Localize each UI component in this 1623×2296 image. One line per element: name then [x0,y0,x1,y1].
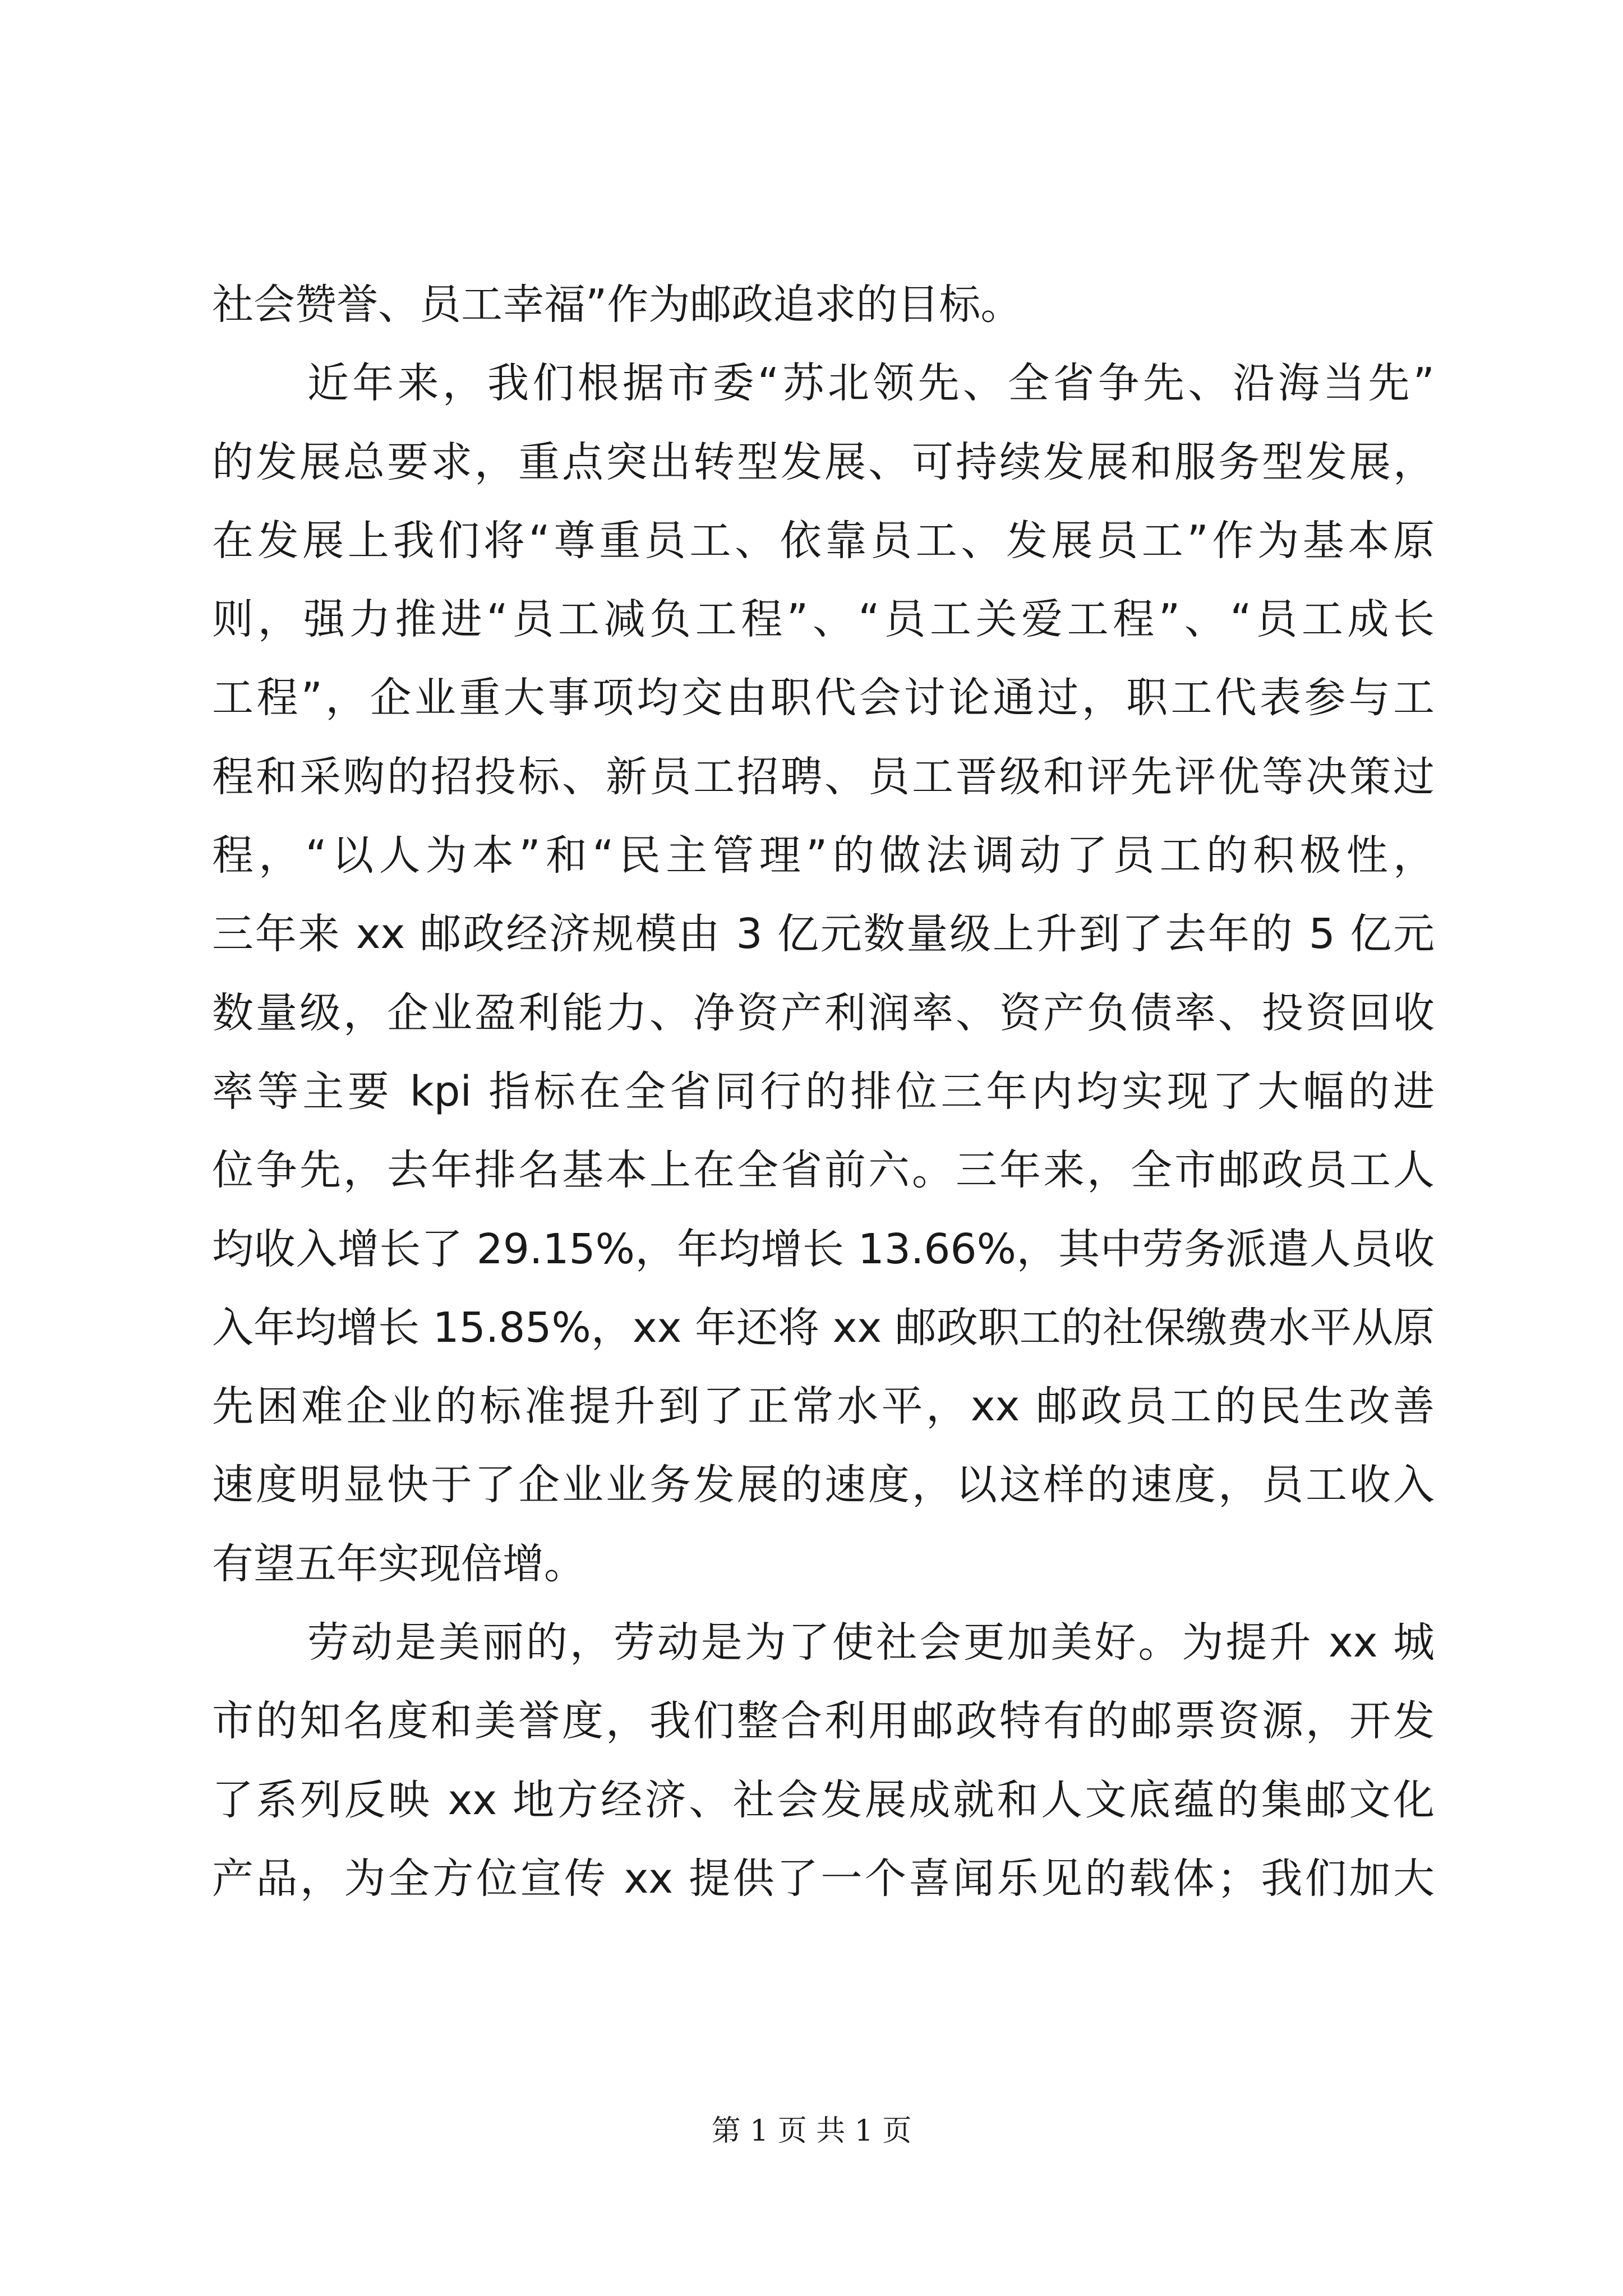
text-line: 在发展上我们将“尊重员工、依靠员工、发展员工”作为基本原 [212,516,1435,565]
text-line: 入年均增长 15.85%，xx 年还将 xx 邮政职工的社保缴费水平从原 [212,1303,1435,1352]
text-line: 位争先，去年排名基本上在全省前六。三年来，全市邮政员工人 [212,1146,1435,1195]
text-line: 了系列反映 xx 地方经济、社会发展成就和人文底蕴的集邮文化 [212,1775,1435,1824]
text-line: 数量级，企业盈利能力、净资产利润率、资产负债率、投资回收 [212,988,1435,1037]
paragraph-first-line: 近年来，我们根据市委“苏北领先、全省争先、沿海当先” [307,359,1435,408]
text-line: 市的知名度和美誉度，我们整合利用邮政特有的邮票资源，开发 [212,1697,1435,1746]
text-line: 则，强力推进“员工减负工程”、“员工关爱工程”、“员工成长 [212,595,1435,644]
paragraph-first-line: 劳动是美丽的，劳动是为了使社会更加美好。为提升 xx 城 [307,1618,1435,1667]
text-line: 程，“以人为本”和“民主管理”的做法调动了员工的积极性， [212,831,1435,880]
page-number-label: 第 1 页 共 1 页 [711,2114,912,2148]
text-line: 率等主要 kpi 指标在全省同行的排位三年内均实现了大幅的进 [212,1067,1435,1116]
text-line: 产品，为全方位宣传 xx 提供了一个喜闻乐见的载体；我们加大 [212,1854,1435,1903]
text-line: 均收入增长了 29.15%，年均增长 13.66%，其中劳务派遣人员收 [212,1225,1435,1273]
text-line: 的发展总要求，重点突出转型发展、可持续发展和服务型发展， [212,438,1435,486]
text-line: 先困难企业的标准提升到了正常水平，xx 邮政员工的民生改善 [212,1382,1435,1431]
page-footer [0,2111,1623,2151]
text-line: 三年来 xx 邮政经济规模由 3 亿元数量级上升到了去年的 5 亿元 [212,910,1435,959]
text-line: 社会赞誉、员工幸福”作为邮政追求的目标。 [212,280,1022,329]
text-line: 工程”，企业重大事项均交由职代会讨论通过，职工代表参与工 [212,674,1435,723]
text-line: 速度明显快于了企业业务发展的速度，以这样的速度，员工收入 [212,1461,1435,1510]
text-line: 程和采购的招投标、新员工招聘、员工晋级和评先评优等决策过 [212,752,1435,801]
document-body [212,265,1435,1918]
paragraph-last-line: 有望五年实现倍增。 [212,1539,585,1588]
